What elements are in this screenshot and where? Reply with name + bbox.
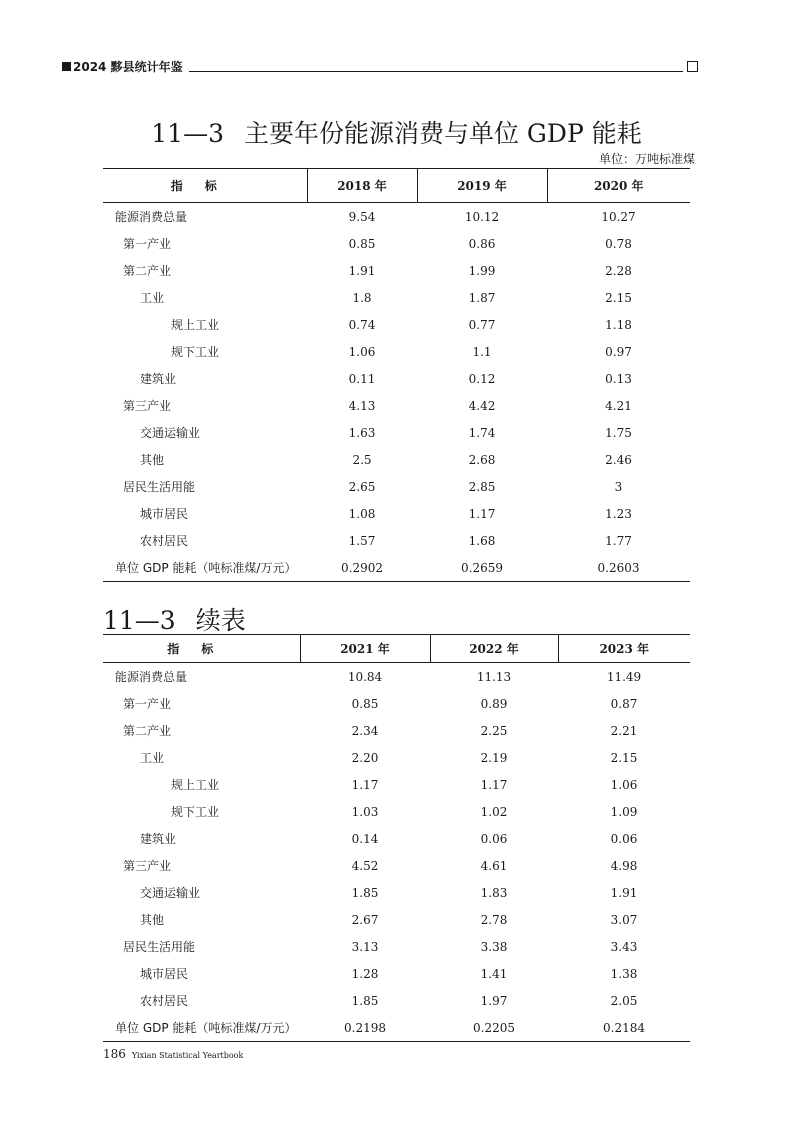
table-row bbox=[103, 879, 690, 906]
indicator-cell: 规下工业 bbox=[171, 805, 220, 819]
value-cell: 3.38 bbox=[480, 939, 508, 954]
year-header: 2022 年 bbox=[430, 635, 558, 663]
indicator-cell: 农村居民 bbox=[140, 534, 189, 548]
table-row bbox=[103, 257, 690, 284]
value-cell: 0.74 bbox=[348, 317, 376, 332]
value-cell: 0.12 bbox=[468, 371, 496, 386]
indicator-cell: 单位 GDP 能耗（吨标准煤/万元） bbox=[103, 554, 307, 582]
value-cell: 1.03 bbox=[351, 804, 379, 819]
value-cell: 1.38 bbox=[610, 966, 638, 981]
year-header: 2023 年 bbox=[558, 635, 690, 663]
indicator-cell: 建筑业 bbox=[140, 372, 177, 386]
value-cell: 3.43 bbox=[610, 939, 638, 954]
value-cell: 1.17 bbox=[480, 777, 508, 792]
table-row bbox=[103, 663, 690, 691]
value-cell: 1.23 bbox=[605, 506, 632, 521]
indicator-cell: 规下工业 bbox=[171, 345, 220, 359]
value-cell: 1.18 bbox=[605, 317, 632, 332]
table-row bbox=[103, 933, 690, 960]
value-cell: 3 bbox=[614, 479, 623, 494]
table-row bbox=[103, 419, 690, 446]
table-header-row bbox=[103, 169, 690, 203]
value-cell: 1.91 bbox=[610, 885, 638, 900]
value-cell: 0.06 bbox=[610, 831, 638, 846]
value-cell: 2.20 bbox=[351, 750, 379, 765]
table-row bbox=[103, 500, 690, 527]
indicator-cell: 城市居民 bbox=[140, 967, 189, 981]
page-title bbox=[0, 118, 793, 150]
value-cell: 1.91 bbox=[348, 263, 376, 278]
table-row bbox=[103, 1014, 690, 1042]
table-row bbox=[103, 798, 690, 825]
value-cell: 10.84 bbox=[347, 669, 383, 684]
indicator-cell: 建筑业 bbox=[140, 832, 177, 846]
value-cell: 1.8 bbox=[352, 290, 372, 305]
table-row bbox=[103, 554, 690, 582]
indicator-cell: 其他 bbox=[140, 453, 165, 467]
indicator-cell: 规上工业 bbox=[171, 778, 220, 792]
running-header-text: 2024 黟县统计年鉴 bbox=[73, 60, 183, 74]
value-cell: 0.2205 bbox=[430, 1014, 558, 1042]
value-cell: 2.46 bbox=[605, 452, 632, 467]
value-cell: 1.06 bbox=[348, 344, 376, 359]
value-cell: 11.13 bbox=[476, 669, 512, 684]
indicator-cell: 第三产业 bbox=[123, 399, 172, 413]
table-number: 11—3 bbox=[151, 119, 224, 148]
running-header bbox=[62, 58, 698, 74]
table-row bbox=[103, 284, 690, 311]
value-cell: 0.97 bbox=[605, 344, 632, 359]
year-header: 2018 年 bbox=[307, 169, 417, 203]
value-cell: 0.13 bbox=[605, 371, 632, 386]
value-cell: 0.2659 bbox=[417, 554, 547, 582]
value-cell: 0.2902 bbox=[307, 554, 417, 582]
indicator-cell: 工业 bbox=[140, 291, 165, 305]
indicator-cell: 单位 GDP 能耗（吨标准煤/万元） bbox=[103, 1014, 300, 1042]
energy-table-2018-2020 bbox=[103, 168, 690, 582]
value-cell: 1.85 bbox=[351, 885, 379, 900]
indicator-cell: 第一产业 bbox=[123, 237, 172, 251]
value-cell: 1.17 bbox=[351, 777, 379, 792]
table-row bbox=[103, 852, 690, 879]
value-cell: 0.11 bbox=[348, 371, 376, 386]
table-row bbox=[103, 338, 690, 365]
value-cell: 0.85 bbox=[351, 696, 379, 711]
value-cell: 1.85 bbox=[351, 993, 379, 1008]
year-header: 2021 年 bbox=[300, 635, 430, 663]
page-number: 186 bbox=[103, 1047, 126, 1061]
year-header: 2019 年 bbox=[417, 169, 547, 203]
value-cell: 2.78 bbox=[480, 912, 508, 927]
value-cell: 0.2198 bbox=[300, 1014, 430, 1042]
value-cell: 4.98 bbox=[610, 858, 638, 873]
value-cell: 2.25 bbox=[480, 723, 508, 738]
value-cell: 2.68 bbox=[468, 452, 496, 467]
value-cell: 0.2184 bbox=[558, 1014, 690, 1042]
value-cell: 4.42 bbox=[468, 398, 496, 413]
table-row bbox=[103, 230, 690, 257]
indicator-cell: 第三产业 bbox=[123, 859, 172, 873]
value-cell: 1.99 bbox=[468, 263, 496, 278]
value-cell: 11.49 bbox=[606, 669, 642, 684]
value-cell: 2.67 bbox=[351, 912, 379, 927]
value-cell: 10.27 bbox=[601, 209, 636, 224]
value-cell: 10.12 bbox=[464, 209, 500, 224]
value-cell: 0.78 bbox=[605, 236, 632, 251]
value-cell: 1.1 bbox=[472, 344, 492, 359]
table-row bbox=[103, 690, 690, 717]
value-cell: 2.19 bbox=[480, 750, 508, 765]
indicator-cell: 居民生活用能 bbox=[123, 480, 196, 494]
value-cell: 2.65 bbox=[348, 479, 376, 494]
indicator-header: 指标 bbox=[103, 169, 307, 203]
value-cell: 1.06 bbox=[610, 777, 638, 792]
value-cell: 1.74 bbox=[468, 425, 496, 440]
table-row bbox=[103, 825, 690, 852]
indicator-cell: 城市居民 bbox=[140, 507, 189, 521]
value-cell: 0.86 bbox=[468, 236, 496, 251]
energy-table-2021-2023 bbox=[103, 634, 690, 1042]
value-cell: 1.41 bbox=[480, 966, 508, 981]
table-row bbox=[103, 771, 690, 798]
header-rule bbox=[189, 71, 683, 72]
indicator-cell: 交通运输业 bbox=[140, 886, 201, 900]
value-cell: 1.02 bbox=[480, 804, 508, 819]
value-cell: 1.68 bbox=[468, 533, 496, 548]
value-cell: 1.17 bbox=[468, 506, 496, 521]
value-cell: 2.28 bbox=[605, 263, 632, 278]
table-row bbox=[103, 960, 690, 987]
table-row bbox=[103, 392, 690, 419]
value-cell: 1.63 bbox=[348, 425, 376, 440]
indicator-header: 指标 bbox=[103, 635, 300, 663]
year-header: 2020 年 bbox=[547, 169, 690, 203]
continued-table-number: 11—3 bbox=[103, 606, 176, 635]
value-cell: 2.15 bbox=[605, 290, 632, 305]
continued-title bbox=[103, 606, 246, 636]
value-cell: 0.85 bbox=[348, 236, 376, 251]
value-cell: 1.97 bbox=[480, 993, 508, 1008]
indicator-cell: 第二产业 bbox=[123, 264, 172, 278]
value-cell: 1.09 bbox=[610, 804, 638, 819]
value-cell: 4.13 bbox=[348, 398, 376, 413]
value-cell: 1.08 bbox=[348, 506, 376, 521]
indicator-cell: 交通运输业 bbox=[140, 426, 201, 440]
indicator-cell: 工业 bbox=[140, 751, 165, 765]
value-cell: 0.14 bbox=[351, 831, 379, 846]
value-cell: 3.13 bbox=[351, 939, 379, 954]
table-header-row bbox=[103, 635, 690, 663]
value-cell: 2.85 bbox=[468, 479, 496, 494]
value-cell: 0.87 bbox=[610, 696, 638, 711]
indicator-cell: 农村居民 bbox=[140, 994, 189, 1008]
value-cell: 0.77 bbox=[468, 317, 496, 332]
value-cell: 4.52 bbox=[351, 858, 379, 873]
table-row bbox=[103, 473, 690, 500]
value-cell: 9.54 bbox=[348, 209, 376, 224]
indicator-cell: 第二产业 bbox=[123, 724, 172, 738]
table-row bbox=[103, 203, 690, 231]
indicator-cell: 第一产业 bbox=[123, 697, 172, 711]
value-cell: 2.15 bbox=[610, 750, 638, 765]
header-box-icon bbox=[687, 61, 698, 72]
table-title-text: 主要年份能源消费与单位 GDP 能耗 bbox=[243, 119, 642, 148]
value-cell: 1.83 bbox=[480, 885, 508, 900]
indicator-cell: 其他 bbox=[140, 913, 165, 927]
value-cell: 1.57 bbox=[348, 533, 376, 548]
table-row bbox=[103, 365, 690, 392]
table-row bbox=[103, 446, 690, 473]
indicator-cell: 居民生活用能 bbox=[123, 940, 196, 954]
value-cell: 2.21 bbox=[610, 723, 638, 738]
continued-title-text: 续表 bbox=[195, 606, 246, 635]
value-cell: 1.28 bbox=[351, 966, 379, 981]
table-row bbox=[103, 717, 690, 744]
table-row bbox=[103, 906, 690, 933]
indicator-cell: 能源消费总量 bbox=[115, 670, 188, 684]
value-cell: 2.5 bbox=[352, 452, 372, 467]
value-cell: 0.89 bbox=[480, 696, 508, 711]
value-cell: 1.87 bbox=[468, 290, 496, 305]
value-cell: 0.2603 bbox=[547, 554, 690, 582]
header-square-icon bbox=[62, 62, 71, 71]
indicator-cell: 能源消费总量 bbox=[115, 210, 188, 224]
value-cell: 1.75 bbox=[605, 425, 632, 440]
table-row bbox=[103, 987, 690, 1014]
value-cell: 1.77 bbox=[605, 533, 632, 548]
table-row bbox=[103, 527, 690, 554]
indicator-cell: 规上工业 bbox=[171, 318, 220, 332]
value-cell: 4.61 bbox=[480, 858, 508, 873]
value-cell: 2.34 bbox=[351, 723, 379, 738]
value-cell: 3.07 bbox=[610, 912, 638, 927]
value-cell: 0.06 bbox=[480, 831, 508, 846]
table-row bbox=[103, 744, 690, 771]
unit-label: 单位：万吨标准煤 bbox=[598, 152, 695, 166]
yearbook-name: Yixian Statistical Yeartbook bbox=[131, 1051, 244, 1060]
value-cell: 2.05 bbox=[610, 993, 638, 1008]
value-cell: 4.21 bbox=[605, 398, 632, 413]
page-footer bbox=[103, 1047, 243, 1061]
table-row bbox=[103, 311, 690, 338]
